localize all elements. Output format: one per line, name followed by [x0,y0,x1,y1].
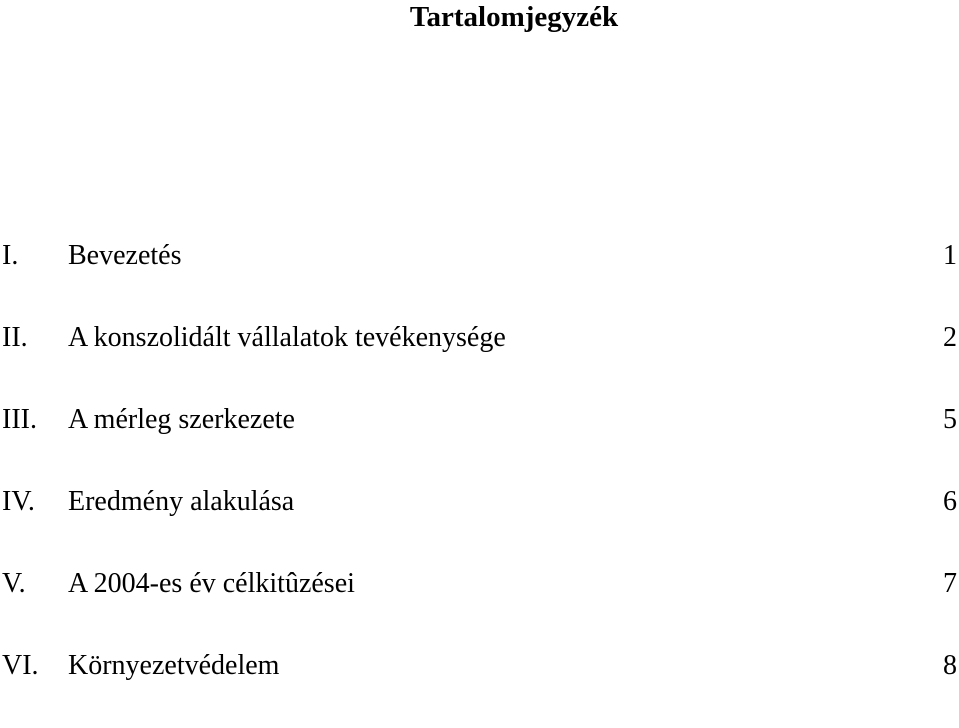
toc-entry-number: IV. [2,486,35,517]
toc-entry-text: Bevezetés [68,240,182,271]
toc-entry-number: III. [2,404,37,435]
toc-entry [0,482,959,564]
toc-entry-number: II. [2,322,28,353]
toc-entry-text: Környezetvédelem [68,650,280,681]
toc-entry-number: VI. [2,650,39,681]
toc-entry-text: Eredmény alakulása [68,486,295,517]
toc-entry [0,318,959,400]
toc-entry-page: 1 [943,240,957,271]
toc-list [0,236,959,728]
toc-title: Tartalomjegyzék [409,1,619,33]
toc-entry-number: I. [2,240,19,271]
toc-entry [0,646,959,728]
toc-entry [0,400,959,482]
toc-entry-page: 7 [943,568,957,599]
toc-entry-page: 5 [943,404,957,435]
toc-entry [0,564,959,646]
toc-entry-page: 8 [943,650,957,681]
toc-entry-text: A 2004-es év célkitûzései [68,568,355,599]
toc-entry-page: 2 [943,322,957,353]
toc-entry-number: V. [2,568,26,599]
toc-entry [0,236,959,318]
toc-entry-text: A mérleg szerkezete [68,404,295,435]
toc-entry-text: A konszolidált vállalatok tevékenysége [68,322,506,353]
toc-entry-page: 6 [943,486,957,517]
